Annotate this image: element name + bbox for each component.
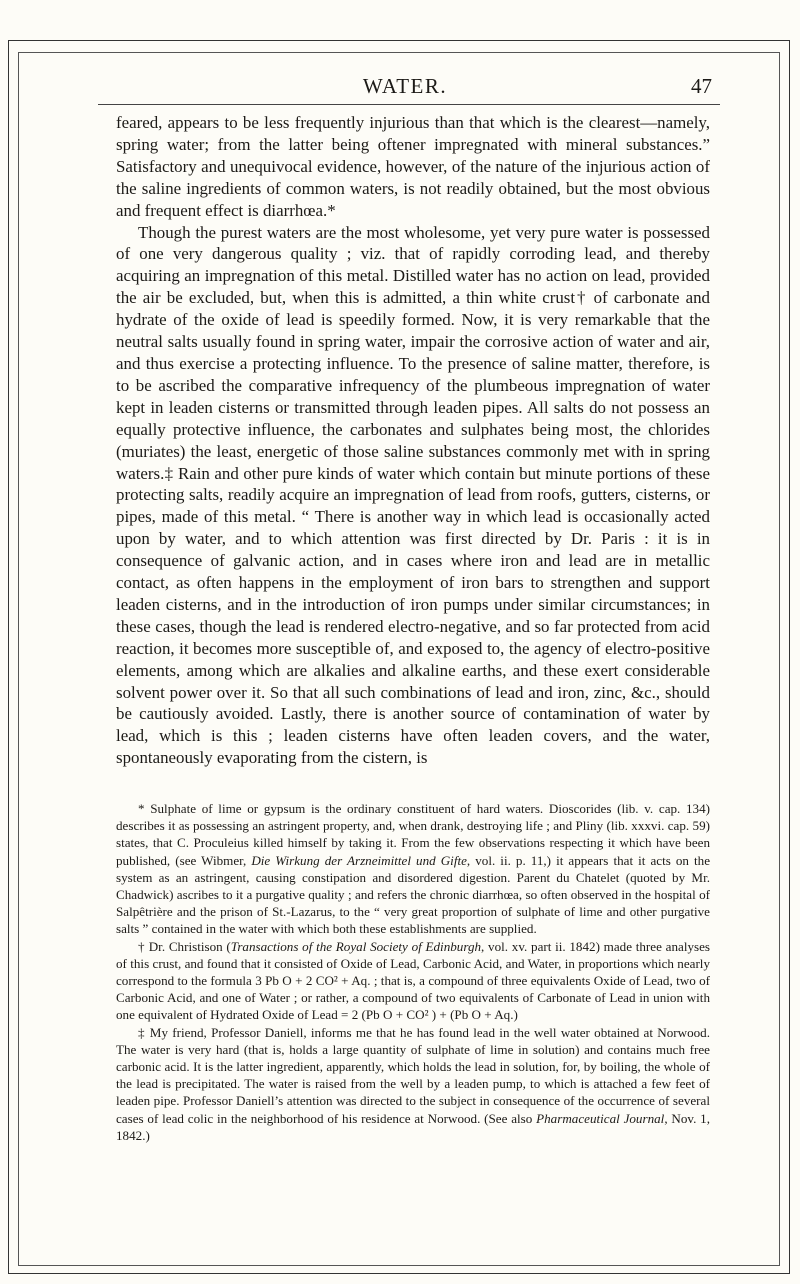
body-text — [116, 112, 710, 769]
paragraph: Though the purest waters are the most wholesome, yet very pure water is possessed of one very dangerous quality ; viz. that of rapidly corroding lead, and thereby acquiring an impregnation of this metal. Distilled water has no action on lead, provided the air be excluded, but, when this is admitted, a thin white crust† of carbonate and hydrate of the oxide of lead is speedily formed. Now, it is very remarkable that the neutral salts usually found in spring water, impair the corrosive action of water and air, and thus exercise a protecting influence. To the presence of saline matter, therefore, is to be ascribed the comparative infrequency of the plumbeous impregnation of water kept in leaden cisterns or transmitted through leaden pipes. All salts do not possess an equally protective influence, the carbonates and sulphates being most, the chlorides (muriates) the least, energetic of those saline substances commonly met with in spring waters.‡ Rain and other pure kinds of water which contain but minute portions of these protecting salts, readily acquire an impregnation of lead from roofs, gutters, cisterns, or pipes, made of this metal. “ There is another way in which lead is occasionally acted upon by water, and to which attention was first directed by Dr. Paris : it is in consequence of galvanic action, and in cases where iron and lead are in metallic contact, as often happens in the employment of iron bars to strengthen and support leaden cisterns, and in the introduction of iron pumps under similar circumstances; in these cases, though the lead is rendered electro-negative, and so far protected from acid reaction, it becomes more susceptible of, and exposed to, the agency of electro-positive elements, among which are alkalies and alkaline earths, and these exert considerable solvent power over it. So that all such combinations of lead and iron, zinc, &c., should be cautiously avoided. Lastly, there is another source of contamination of water by lead, which is this ; leaden cisterns have often leaden covers, and the water, spontaneously evaporating from the cistern, is — [116, 222, 710, 768]
paragraph: feared, appears to be less frequently injurious than that which is the clearest—namely, spring water; from the latter being oftener impregnated with mineral substances.” Satisfactory and unequivocal evidence, however, of the nature of the injurious action of the saline ingredients of common waters, is not readily obtained, but the most obvious and frequent effect is diarrhœa.* — [116, 113, 710, 220]
header-rule — [98, 104, 720, 105]
footnote-daniell: ‡ My friend, Professor Daniell, informs me that he has found lead in the well water obtained at Norwood. The water is very hard (that is, holds a large quantity of sulphate of lime in solution) and contains much free carbonic acid. It is the latter ingredient, apparently, which holds the lead in solution, for, by boiling, the whole of the lead is precipitated. The water is raised from the well by a leaden pump, to which is attached a few feet of leaden pipe. Professor Daniell’s attention was directed to the subject in consequence of the occurrence of several cases of lead colic in the neighborhood of his residence at Norwood. (See also Pharmaceutical Journal, Nov. 1, 1842.) — [116, 1024, 710, 1143]
running-head: WATER. — [362, 74, 448, 98]
footnote-christison: † Dr. Christison (Transactions of the Royal Society of Edinburgh, vol. xv. part ii. 1842) made three analyses of this crust, and found that it consisted of Oxide of Lead, Carbonic Acid, and Water, in proportions which nearly correspond to the formula 3 Pb O + 2 CO² + Aq. ; that is, a compound of three equivalents Oxide of Lead, two of Carbonic Acid, and one of Water ; or rather, a compound of two equivalents of Carbonate of Lead in union with one equivalent of Hydrated Oxide of Lead = 2 (Pb O + CO² ) + (Pb O + Aq.) — [116, 938, 711, 1023]
footnote-sulphate: * Sulphate of lime or gypsum is the ordinary constituent of hard waters. Dioscorides (lib. v. cap. 134) describes it as possessing an astringent property, and, when drank, destroying life ; and Pliny (lib. xxxvi. cap. 59) states, that C. Proculeius killed himself by taking it. From the few observations respecting it which have been published, (see Wibmer, Die Wirkung der Arzneimittel und Gifte, vol. ii. p. 11,) it appears that it acts on the system as an astringent, causing constipation and disordered digestion. Parent du Chatelet (quoted by Mr. Chadwick) ascribes to it a purgative quality ; and refers the chronic diarrhœa, so often observed in the hospital of Salpêtrière and the prison of St.-Lazarus, to the “ very great proportion of sulphate of lime and other purgative salts ” contained in the water with which both these establishments are supplied. — [116, 801, 711, 937]
footnotes — [116, 800, 710, 1144]
page-number: 47 — [691, 74, 712, 98]
